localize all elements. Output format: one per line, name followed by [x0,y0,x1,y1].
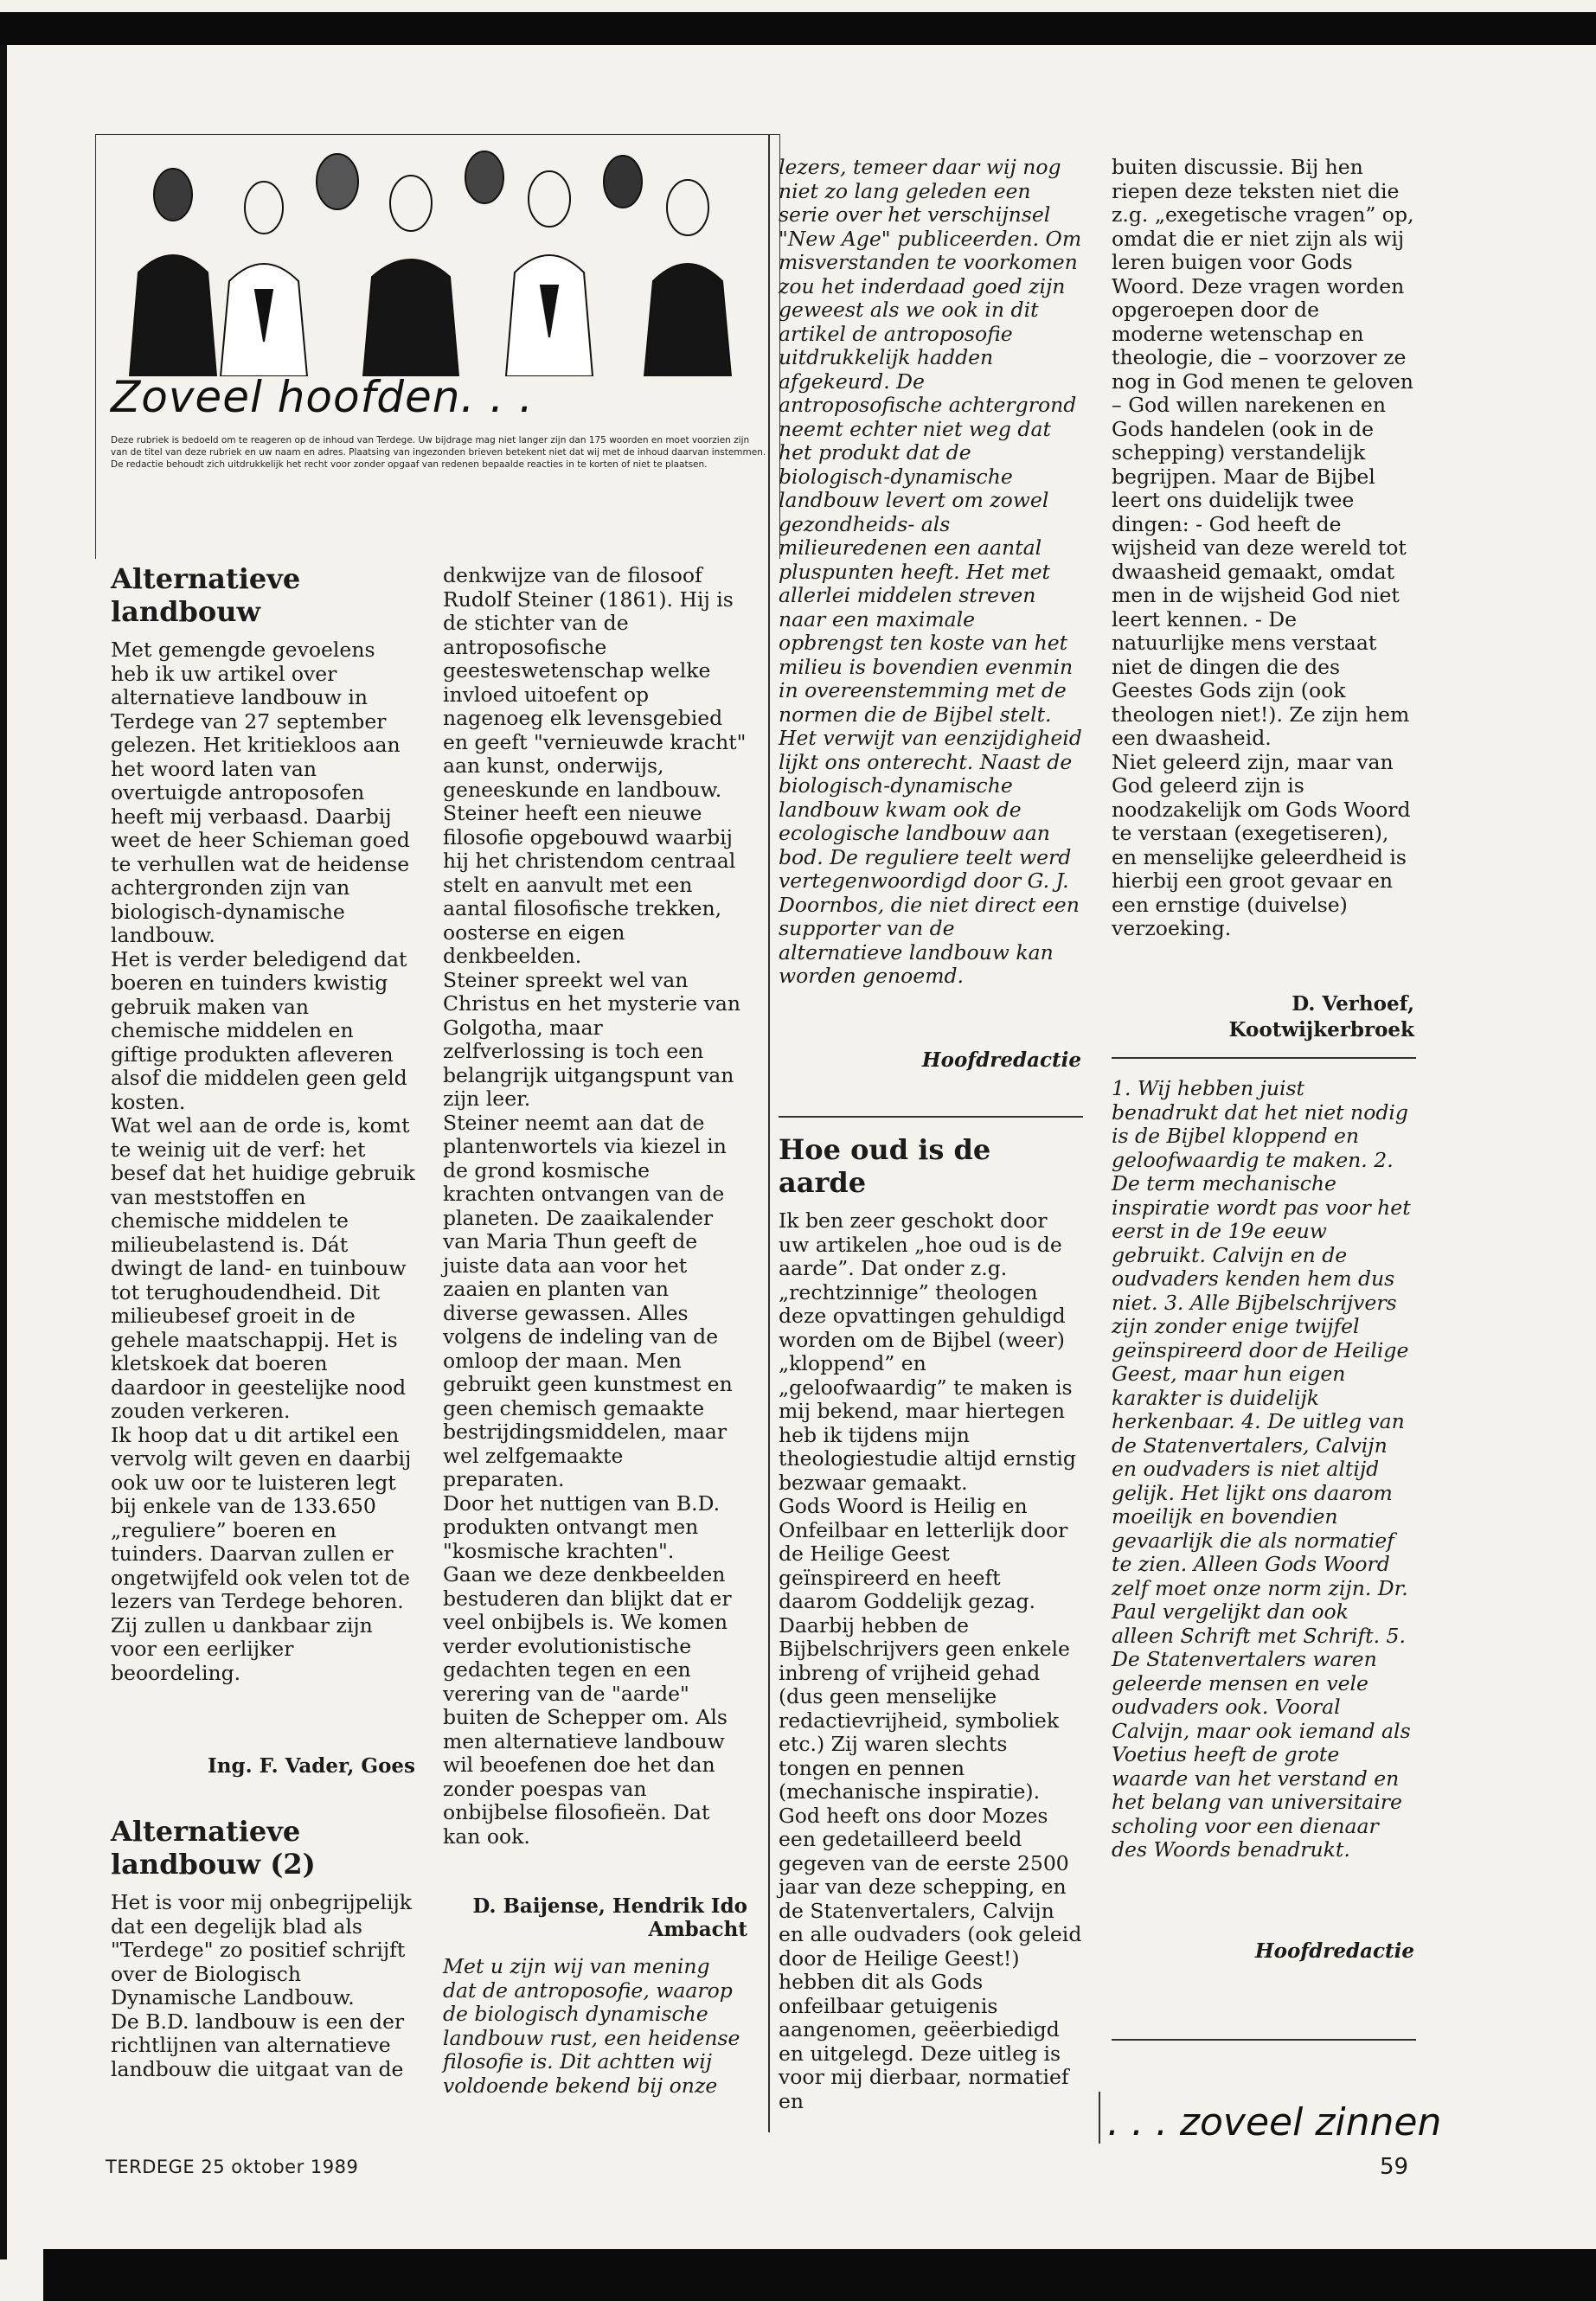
column-4 [1112,156,1416,941]
letter2-signature: D. Baijense, Hendrik Ido Ambacht [472,1894,747,1941]
section-rule [1112,2039,1416,2041]
section-rule [1112,1057,1416,1059]
rubric-note: Deze rubriek is bedoeld om te reageren op de inhoud van Terdege. Uw bijdrage mag niet langer zijn dan 175 woorden en moet voorzien zijn van de titel van deze rubriek en uw naam en adres. Plaatsing van ingezonden brieven betekent niet dat wij met de inhoud daarvan instemmen. De redactie behoudt zich uitdrukkelijk het recht voor zonder opgaaf van redenen bepaalde reacties in te korten of niet te plaatsen. [111,435,766,470]
scan-bottom-bar [43,2249,1596,2301]
letter3-signature-place: Kootwijkerbroek [1228,1018,1414,1042]
letter1-signature: Ing. F. Vader, Goes [208,1754,415,1778]
letter3-paragraph: Niet geleerd zijn, maar van God geleerd zijn is noodzakelijk om Gods Woord te verstaan (exegetiseren), en menselijke geleerdheid is hierbij een groot gevaar en een ernstige (duivelse) verzoeking. [1112,749,1411,940]
letter1-paragraph: Het is verder beledigend dat boeren en tuinders kwistig gebruik maken van chemische middelen en giftige produkten afleveren alsof die middelen geen geld kosten. [111,946,407,1114]
letter2-paragraph: denkwijze van de filosoof Rudolf Steiner (1861). Hij is de stichter van de antroposofische geesteswetenschap welke invloed uitoefent op nagenoeg elk levensgebied en geeft "vernieuwde kracht" aan kunst, onderwijs, geneeskunde en landbouw. [443,563,747,802]
column-1-lower [111,1815,415,2081]
editor-signature-1: Hoofdredactie [921,1048,1081,1072]
letter3-paragraph: Gods Woord is Heilig en Onfeilbaar en letterlijk door de Heilige Geest geïnspireerd en heeft daarom Goddelijk gezag. Daarbij hebben de Bijbelschrijvers geen enkele inbreng of vrijheid gehad (dus geen menselijke redactievrijheid, symboliek etc.) Zij waren slechts tongen en pennen (mechanische inspiratie). God heeft ons door Mozes een gedetailleerd beeld gegeven van de eerste 2500 jaar van deze schepping, en de Statenvertalers, Calvijn en alle oudvaders (ook geleid door de Heilige Geest!) hebben dit als Gods onfeilbaar getuigenis aangenomen, geëerbiedigd en uitgelegd. Deze uitleg is voor mij dierbaar, normatief en [779,1494,1082,2113]
letter3-paragraph: buiten discussie. Bij hen riepen deze teksten niet die z.g. „exegetische vragen” op, omdat die er niet zijn als wij leren buigen voor Gods Woord. Deze vragen worden opgeroepen door de moderne wetenschap en theologie, die – voorzover ze nog in God menen te geloven – God willen narekenen en Gods handelen (ook in de schepping) verstandelijk begrijpen. Maar de Bijbel leert ons duidelijk twee dingen: - God heeft de wijsheid van deze wereld tot dwaasheid gemaakt, omdat men in de wijsheid God niet leert kennen. - De natuurlijke mens verstaat niet de dingen die des Geestes Gods zijn (ook theologen niet!). Ze zijn hem een dwaasheid. [1112,155,1414,750]
closing-title: . . . zoveel zinnen [1107,2100,1442,2144]
letter1-paragraph: Met gemengde gevoelens heb ik uw artikel over alternatieve landbouw in Terdege van 27 september gelezen. Het kritiekloos aan het woord laten van overtuigde antroposofen heeft mij verbaasd. Daarbij weet de heer Schieman goed te verhullen wat de heidense achtergronden zijn van biologisch-dynamische landbouw. [111,638,410,947]
letter2-paragraph: Steiner spreekt wel van Christus en het mysterie van Golgotha, maar zelfverlossing is toch een belangrijk uitgangspunt van zijn leer. [443,967,741,1111]
editor-signature-2: Hoofdredactie [1254,1939,1414,1963]
heading-hoe-oud-is-de-aarde: Hoe oud is de aarde [779,1133,991,1199]
rubric-title: Zoveel hoofden. . . [111,372,534,422]
scan-left-edge [0,45,7,2259]
letter2-paragraph: De B.D. landbouw is een der richtlijnen van alternatieve landbouw die uitgaat van de [111,2009,405,2081]
closing-rule [1099,2092,1100,2144]
letter1-paragraph: Ik hoop dat u dit artikel een vervolg wilt geven en daarbij ook uw oor te luisteren legt bij enkele van de 133.650 „reguliere” boeren en tuinders. Daarvan zullen er ongetwijfeld ook velen tot de lezers van Terdege behoren. Zij zullen u dankbaar zijn voor een eerlijker beoordeling. [111,1422,412,1685]
letter1-paragraph: Wat wel aan de orde is, komt te weinig uit de verf: het besef dat het huidige gebruik van meststoffen en chemische middelen te milieubelastend is. Dát dwingt de land- en tuinbouw tot terughoudendheid. Dit milieubesef groeit in de gehele maatschappij. Het is kletskoek dat boeren daardoor in geestelijke nood zouden verkeren. [111,1113,415,1423]
section-rule [779,1116,1083,1118]
editor-reply-1a: Met u zijn wij van mening dat de antroposofie, waarop de biologisch dynamische landbouw rust, een heidense filosofie is. Dit achtten wij voldoende bekend bij onze [443,1954,740,2098]
letter2-paragraph: Steiner neemt aan dat de plantenwortels via kiezel in de grond kosmische krachten ontvangen van de planeten. De zaaikalender van Maria Thun geeft de juiste data aan voor het zaaien en planten van diverse gewassen. Alles volgens de indeling van de omloop der maan. Men gebruikt geen kunstmest en geen chemisch gemaakte bestrijdingsmiddelen, maar wel zelfgemaakte preparaten. [443,1110,733,1491]
crowd-illustration [112,143,753,376]
column-1 [111,562,415,1685]
letter3-paragraph: Ik ben zeer geschokt door uw artikelen „hoe oud is de aarde”. Dat onder z.g. „rechtzinnige” theologen deze opvattingen gehuldigd worden om de Bijbel (weer) „kloppend” en „geloofwaardig” te maken is mij bekend, maar hiertegen heb ik tijdens mijn theologiestudie altijd ernstig bezwaar gemaakt. [779,1208,1076,1495]
letter2-paragraph: Het is voor mij onbegrijpelijk dat een degelijk blad als "Terdege" zo positief schrijft over de Biologisch Dynamische Landbouw. [111,1890,413,2009]
heading-alternatieve-landbouw: Alternatieve landbouw [111,562,301,628]
heading-alternatieve-landbouw-2: Alternatieve landbouw (2) [111,1815,316,1881]
column-3-lower [779,1133,1083,2113]
letter2-paragraph: Gaan we deze denkbeelden bestuderen dan blijkt dat er veel onbijbels is. We komen verder evolutionistische gedachten tegen en een verering van de "aarde" buiten de Schepper om. Als men alternatieve landbouw wil beoefenen doe het dan zonder poespas van onbijbelse filosofieën. Dat kan ook. [443,1562,732,1849]
editor-reply-2: 1. Wij hebben juist benadrukt dat het niet nodig is de Bijbel kloppend en geloofwaardig te maken. 2. De term mechanische inspiratie wordt pas voor het eerst in de 19e eeuw gebruikt. Calvijn en de oudvaders kenden hem dus niet. 3. Alle Bijbelschrijvers zijn zonder enige twijfel geïnspireerd door de Heilige Geest, maar hun eigen karakter is duidelijk herkenbaar. 4. De uitleg van de Statenvertalers, Calvijn en oudvaders is niet altijd gelijk. Het lijkt ons daarom moeilijk en bovendien gevaarlijk die als normatief te zien. Alleen Gods Woord zelf moet onze norm zijn. Dr. Paul vergelijkt dan ook alleen Schrift met Schrift. 5. De Statenvertalers waren geleerde mensen en vele oudvaders ook. Vooral Calvijn, maar ook iemand als Voetius heeft de grote waarde van het verstand en het belang van universitaire scholing voor een dienaar des Woords benadrukt. [1112,1076,1411,1862]
footer-publication: TERDEGE 25 oktober 1989 [106,2157,359,2177]
editor-reply-1b: lezers, temeer daar wij nog niet zo lang geleden een serie over het verschijnsel "New Age" publiceerden. Om misverstanden te voorkomen zou het inderdaad goed zijn geweest als we ook in dit artikel de antroposofie uitdrukkelijk hadden afgekeurd. De antroposofische achtergrond neemt echter niet weg dat het produkt dat de biologisch-dynamische landbouw levert om zowel gezondheids- als milieuredenen een aantal pluspunten heeft. Het met allerlei middelen streven naar een maximale opbrengst ten koste van het milieu is bovendien evenmin in overeenstemming met de normen die de Bijbel stelt. Het verwijt van eenzijdigheid lijkt ons onterecht. Naast de biologisch-dynamische landbouw kwam ook de ecologische landbouw aan bod. De reguliere teelt werd vertegenwoordigd door G. J. Doornbos, die niet direct een supporter van de alternatieve landbouw kan worden genoemd. [779,155,1082,988]
page-number: 59 [1380,2154,1409,2180]
column-rule [768,134,770,2132]
column-2 [443,564,747,1849]
scan-top-bar [0,12,1596,45]
letter3-signature-name: D. Verhoef, [1292,992,1414,1016]
letter2-paragraph: Door het nuttigen van B.D. produkten ontvangt men "kosmische krachten". [443,1490,721,1563]
letter2-paragraph: Steiner heeft een nieuwe filosofie opgebouwd waarbij hij het christendom centraal stelt en aanvult met een aantal filosofische trekken, oosterse en eigen denkbeelden. [443,801,736,968]
